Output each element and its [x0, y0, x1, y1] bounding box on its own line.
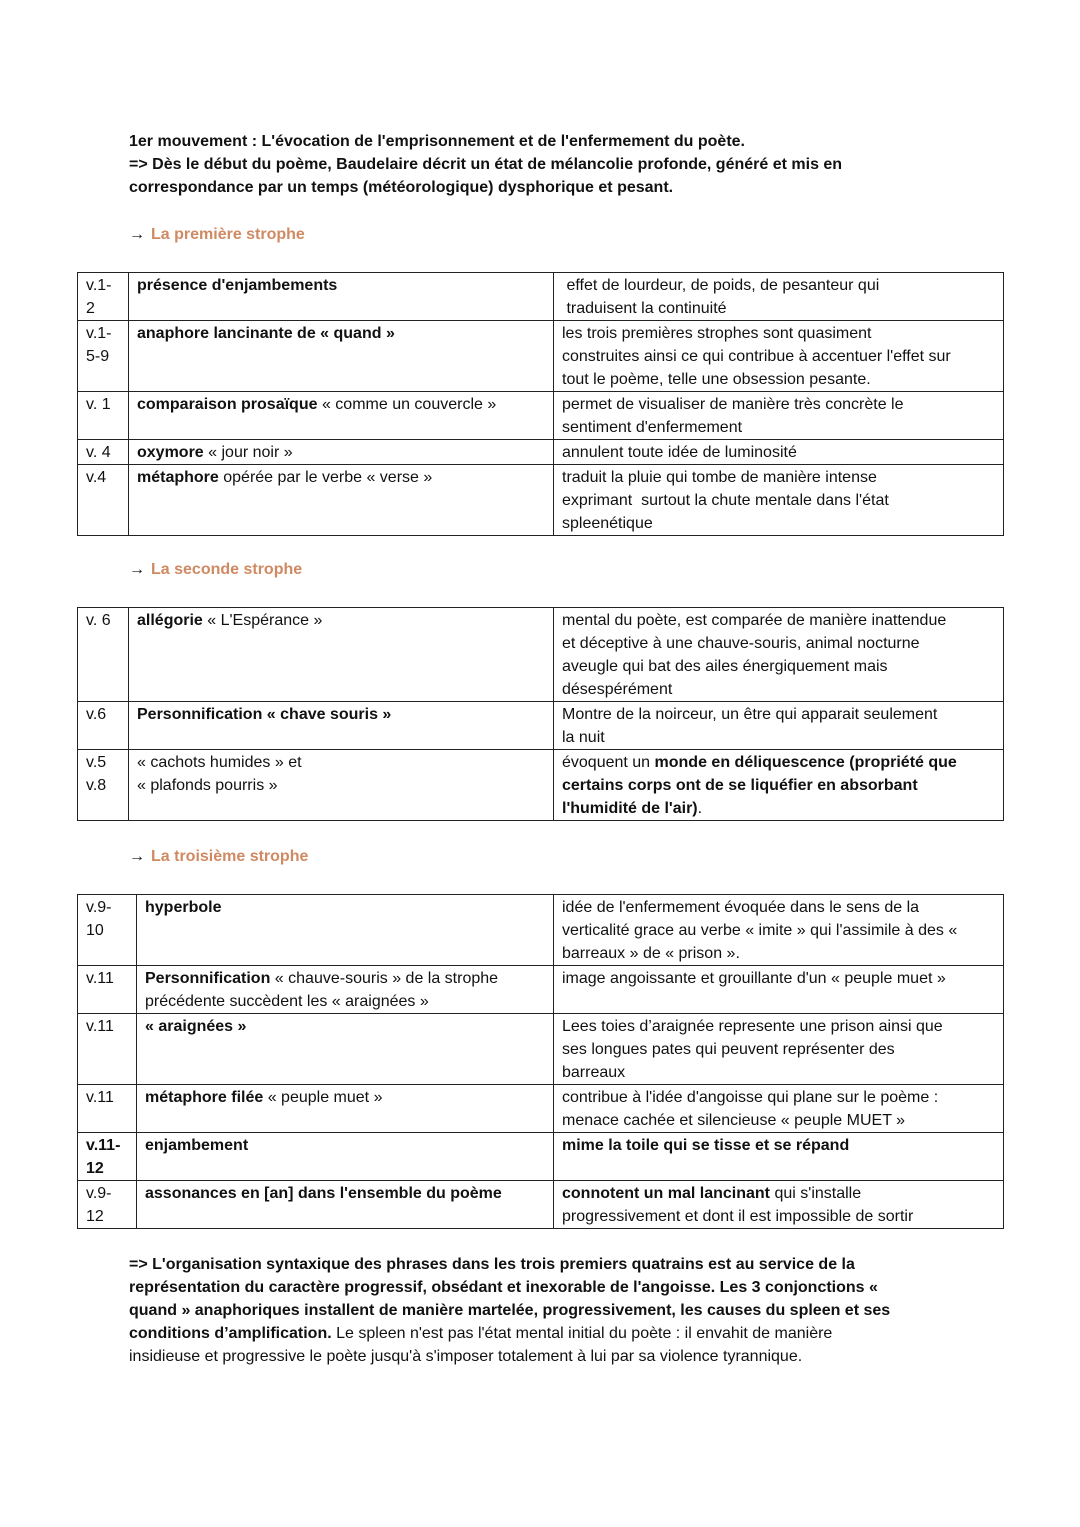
table-row — [78, 966, 1004, 1014]
figure-text: « chauve-souris » de la strophe précédente succèdent les « araignées » — [145, 970, 499, 1010]
figure-text: « comme un couvercle » — [317, 396, 497, 413]
effect-cell: contribue à l'idée d'angoisse qui plane sur le poème : menace cachée et silencieuse « peuple MUET » — [554, 1085, 1004, 1133]
strophe2-heading — [129, 561, 302, 579]
figure-cell — [137, 966, 554, 1014]
intro — [129, 130, 1009, 199]
figure-text: « peuple muet » — [263, 1089, 383, 1106]
figure-bold: présence d'enjambements — [137, 277, 338, 294]
conclusion-line-2: représentation du caractère progressif, obsédant et inexorable de l'angoisse. Les 3 conjonctions « — [129, 1279, 878, 1296]
conclusion-line-4-text: Le spleen n'est pas l'état mental initial du poète : il envahit de manière — [331, 1325, 833, 1342]
figure-text: « cachots humides » et « plafonds pourris » — [129, 750, 554, 821]
strophe3-heading — [129, 848, 308, 866]
table-row — [78, 895, 1004, 966]
figure-bold: allégorie — [137, 612, 203, 629]
figure-text: « jour noir » — [203, 444, 293, 461]
intro-line-2: => Dès le début du poème, Baudelaire décrit un état de mélancolie profonde, généré et mis en — [129, 156, 843, 173]
verse-ref: v.9- 12 — [78, 1181, 137, 1229]
verse-ref: v. 6 — [78, 608, 129, 702]
figure-text: « L'Espérance » — [202, 612, 323, 629]
effect-bold: connotent un mal lancinant — [562, 1185, 771, 1202]
verse-ref: v.1- 5-9 — [78, 321, 129, 392]
figure-bold: anaphore lancinante de « quand » — [137, 325, 395, 342]
verse-ref: v.4 — [78, 465, 129, 536]
figure-cell — [129, 608, 554, 702]
table-row — [78, 702, 1004, 750]
effect-cell: idée de l'enfermement évoquée dans le sens de la verticalité grace au verbe « imite » qui l'assimile à des « barreaux » de « prison ». — [554, 895, 1004, 966]
effect-cell: permet de visualiser de manière très concrète le sentiment d'enfermement — [554, 392, 1004, 440]
arrow-icon: → — [129, 848, 145, 865]
arrow-icon: → — [129, 561, 145, 578]
strophe1-table — [77, 272, 1004, 536]
effect-cell: image angoissante et grouillante d'un « peuple muet » — [554, 966, 1004, 1014]
effect-cell — [554, 1181, 1004, 1229]
strophe2-heading-text: La seconde strophe — [151, 561, 303, 578]
figure-cell — [137, 1085, 554, 1133]
strophe1-heading — [129, 226, 305, 244]
figure-bold: comparaison prosaïque — [137, 396, 318, 413]
figure-cell — [129, 392, 554, 440]
verse-ref: v.11 — [78, 1085, 137, 1133]
figure-cell — [137, 1133, 554, 1181]
figure-cell — [129, 702, 554, 750]
figure-bold: hyperbole — [145, 899, 222, 916]
verse-ref: v.1- 2 — [78, 273, 129, 321]
intro-line-3: correspondance par un temps (météorologique) dysphorique et pesant. — [129, 179, 674, 196]
table-row — [78, 750, 1004, 821]
table-row — [78, 465, 1004, 536]
table-row — [78, 1085, 1004, 1133]
effect-cell: mental du poète, est comparée de manière inattendue et déceptive à une chauve-souris, animal nocturne aveugle qui bat des ailes énergiquement mais désespérément — [554, 608, 1004, 702]
effect-cell: annulent toute idée de luminosité — [554, 440, 1004, 465]
effect-cell — [554, 1133, 1004, 1181]
conclusion-line-1: => L'organisation syntaxique des phrases dans les trois premiers quatrains est au service de la — [129, 1256, 855, 1273]
verse-ref: v.6 — [78, 702, 129, 750]
effect-bold: mime la toile qui se tisse et se répand — [562, 1137, 850, 1154]
verse-ref: v.11 — [78, 1014, 137, 1085]
table-row — [78, 321, 1004, 392]
figure-bold: métaphore — [137, 469, 219, 486]
arrow-icon: → — [129, 226, 145, 243]
figure-text: opérée par le verbe « verse » — [218, 469, 433, 486]
table-row — [78, 608, 1004, 702]
conclusion-line-4 — [129, 1322, 1009, 1345]
strophe3-heading-text: La troisième strophe — [151, 848, 309, 865]
figure-cell — [129, 273, 554, 321]
figure-bold: Personnification « chave souris » — [137, 706, 392, 723]
figure-bold: Personnification — [145, 970, 271, 987]
table-row — [78, 1181, 1004, 1229]
conclusion-line-3: quand » anaphoriques installent de manière martelée, progressivement, les causes du spleen et ses — [129, 1302, 891, 1319]
effect-bold: monde en déliquescence (propriété que certains corps ont de se liquéfier en absorbant l'humidité de l'air) — [562, 754, 957, 817]
table-row — [78, 273, 1004, 321]
figure-bold: enjambement — [145, 1137, 249, 1154]
conclusion-line-4-bold: conditions d’amplification. — [129, 1325, 332, 1342]
figure-cell — [129, 321, 554, 392]
effect-text-end: . — [697, 800, 703, 817]
figure-bold: oxymore — [137, 444, 204, 461]
verse-ref: v.11- 12 — [78, 1133, 137, 1181]
strophe2-table — [77, 607, 1004, 821]
effect-cell: traduit la pluie qui tombe de manière intense exprimant surtout la chute mentale dans l'état spleenétique — [554, 465, 1004, 536]
conclusion — [129, 1253, 1009, 1368]
intro-title: 1er mouvement : L'évocation de l'emprisonnement et de l'enfermement du poète. — [129, 133, 745, 150]
effect-cell: Montre de la noirceur, un être qui apparait seulement la nuit — [554, 702, 1004, 750]
figure-bold: assonances en [an] dans l'ensemble du poème — [145, 1185, 502, 1202]
verse-ref: v.5 v.8 — [78, 750, 129, 821]
verse-ref: v.9- 10 — [78, 895, 137, 966]
figure-cell — [137, 1014, 554, 1085]
verse-ref: v. 4 — [78, 440, 129, 465]
table-row — [78, 1133, 1004, 1181]
figure-bold: métaphore filée — [145, 1089, 264, 1106]
verse-ref: v. 1 — [78, 392, 129, 440]
figure-cell — [137, 1181, 554, 1229]
strophe1-heading-text: La première strophe — [151, 226, 305, 243]
figure-cell — [129, 465, 554, 536]
effect-cell: Lees toies d’araignée represente une prison ainsi que ses longues pates qui peuvent représenter des barreaux — [554, 1014, 1004, 1085]
effect-cell: les trois premières strophes sont quasiment construites ainsi ce qui contribue à accentuer l'effet sur tout le poème, telle une obsession pesante. — [554, 321, 1004, 392]
effect-cell: effet de lourdeur, de poids, de pesanteur qui traduisent la continuité — [554, 273, 1004, 321]
effect-cell — [554, 750, 1004, 821]
strophe3-table — [77, 894, 1004, 1229]
figure-cell — [137, 895, 554, 966]
figure-cell — [129, 440, 554, 465]
conclusion-line-5: insidieuse et progressive le poète jusqu'à s'imposer totalement à lui par sa violence tyrannique. — [129, 1348, 803, 1365]
table-row — [78, 392, 1004, 440]
figure-bold: « araignées » — [145, 1018, 247, 1035]
table-row — [78, 1014, 1004, 1085]
effect-text: évoquent un — [562, 754, 655, 771]
effect-text: qui s'installe progressivement et dont il est impossible de sortir — [562, 1185, 914, 1225]
verse-ref: v.11 — [78, 966, 137, 1014]
table-row — [78, 440, 1004, 465]
